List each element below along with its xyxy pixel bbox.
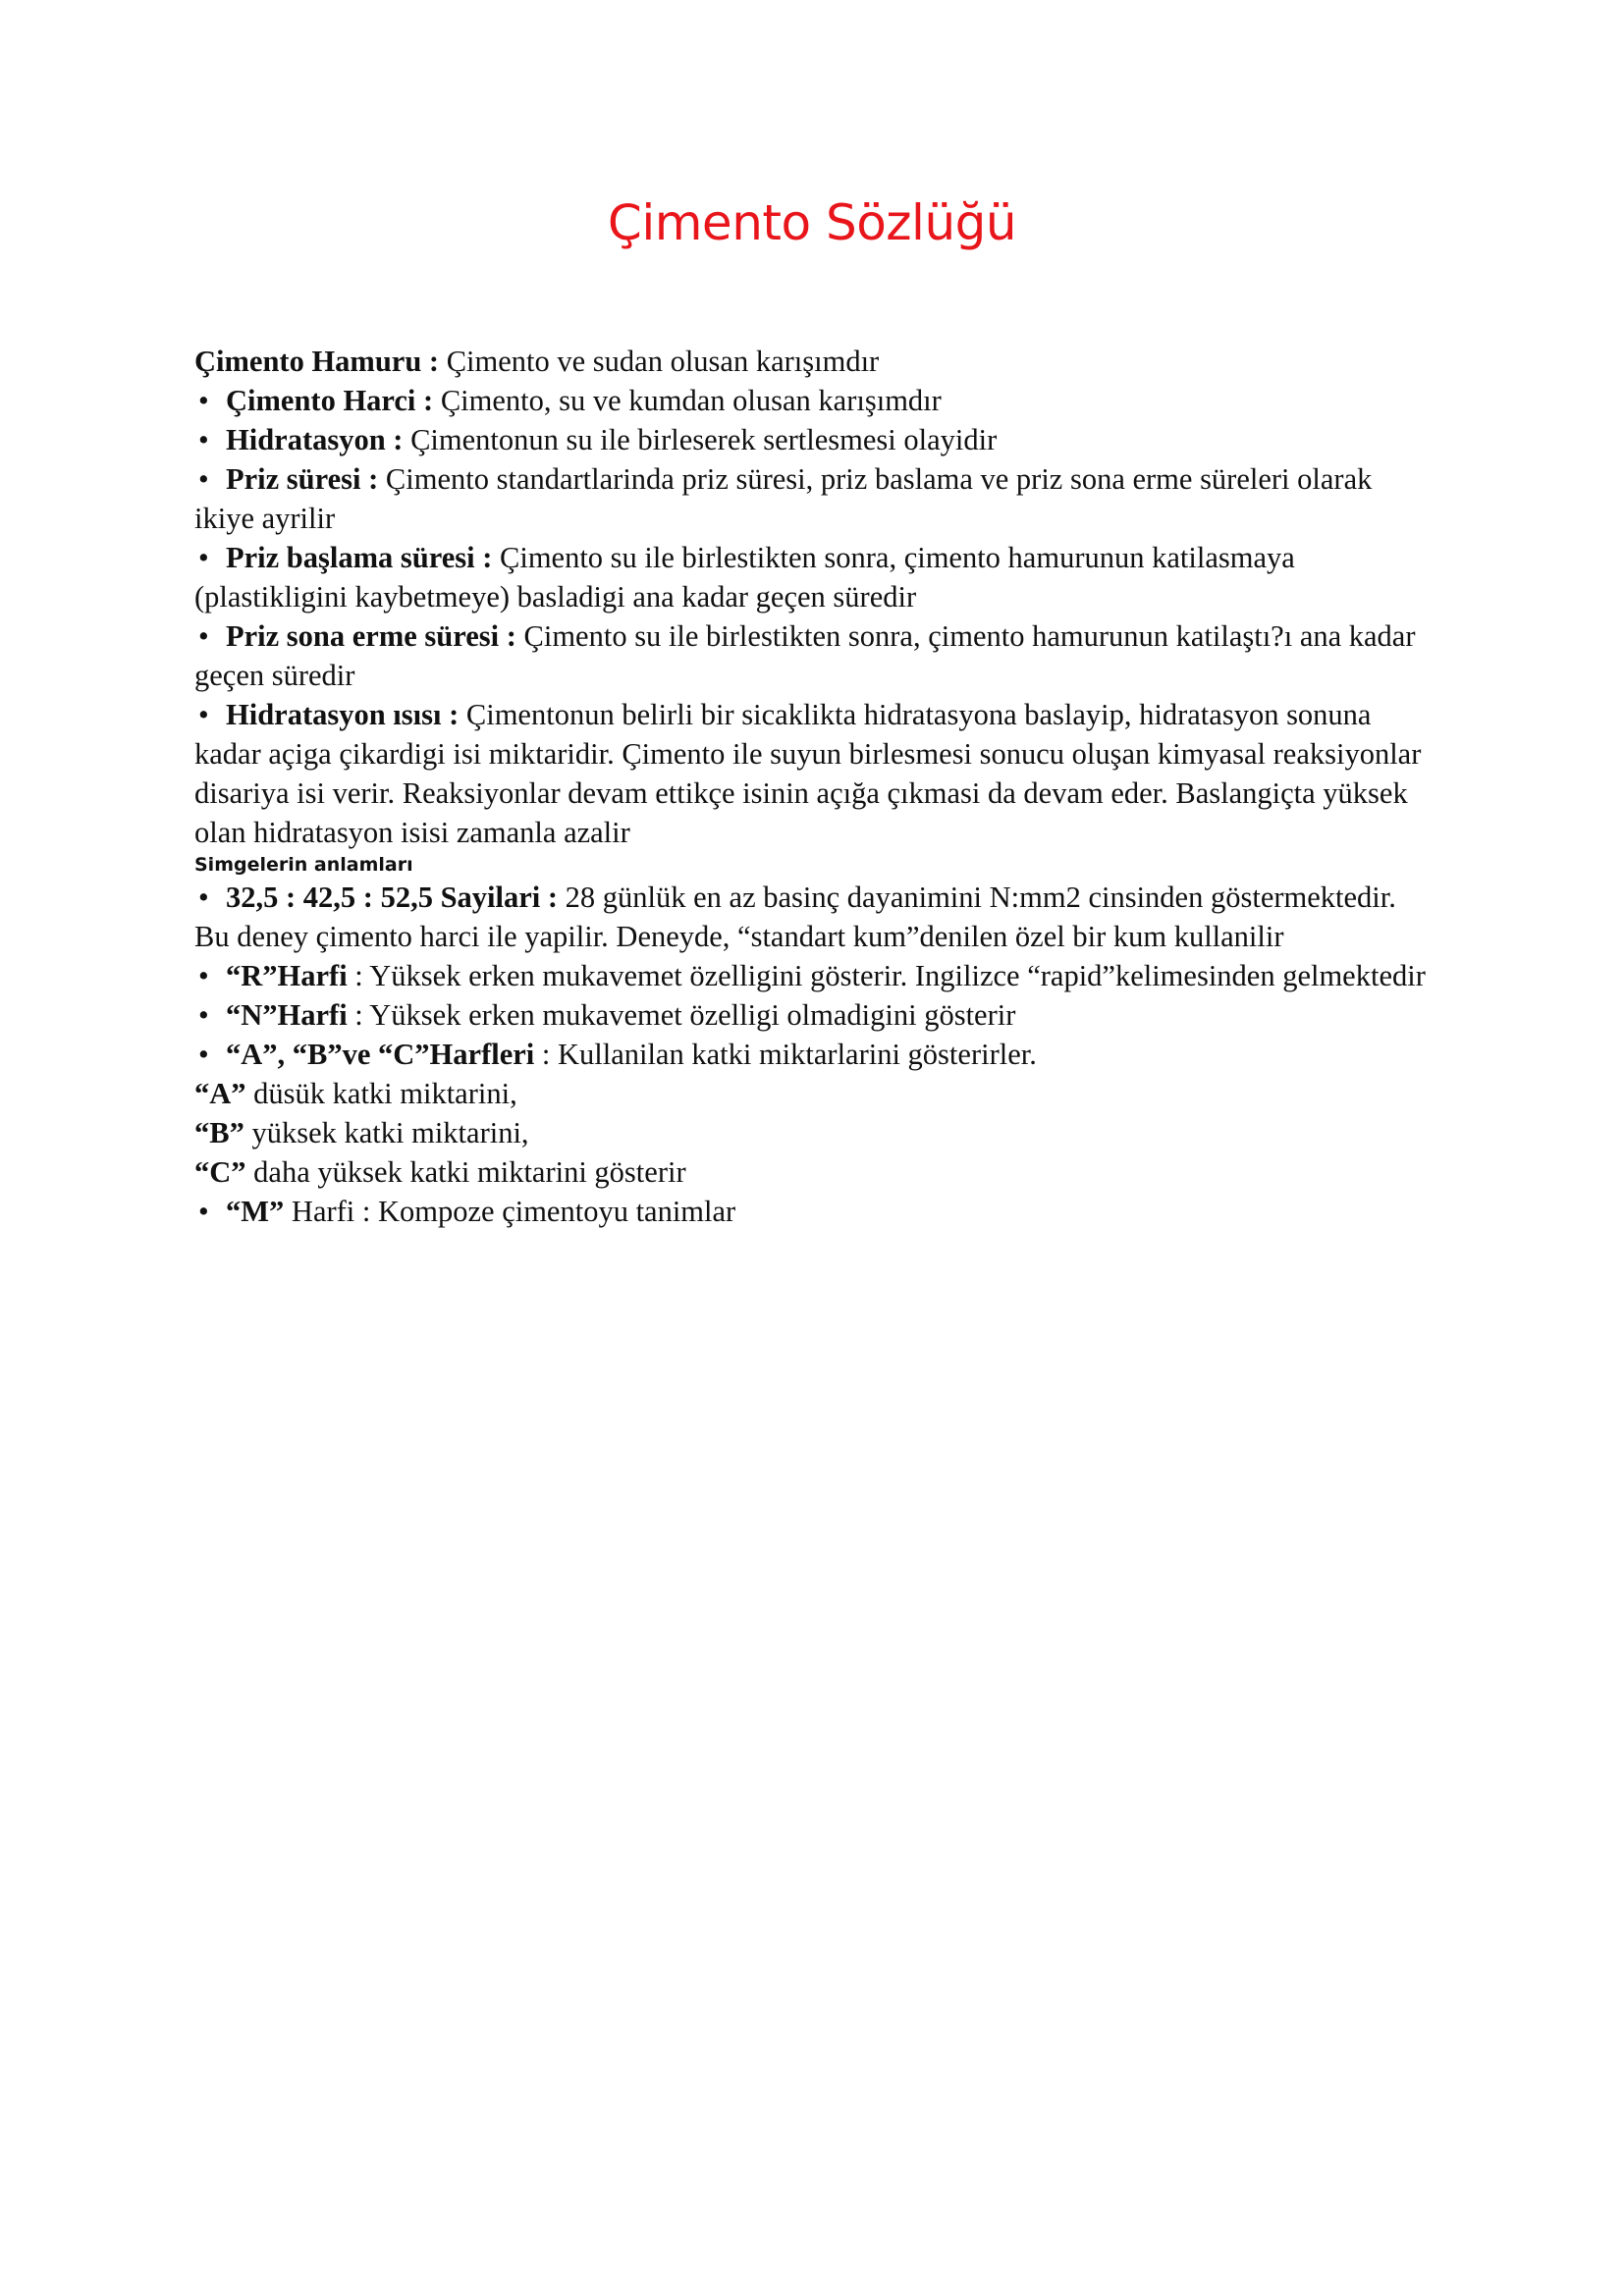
list-item (194, 995, 1434, 1035)
term: Hidratasyon ısısı : (226, 698, 460, 731)
bullet-icon: • (198, 384, 209, 417)
definition: : Yüksek erken mukavemet özelligini gösterir. Ingilizce “rapid”kelimesinden gelmektedir (347, 959, 1426, 992)
definition: düsük katki miktarini, (245, 1077, 517, 1110)
definition: daha yüksek katki miktarini gösterir (245, 1155, 686, 1189)
last-item-list (194, 1192, 1434, 1231)
document-title: Çimento Sözlüğü (607, 194, 1017, 251)
list-item (194, 420, 1434, 459)
plain-line (194, 1074, 1434, 1113)
list-item (194, 956, 1434, 995)
term: “M” (226, 1195, 285, 1228)
term: Hidratasyon : (226, 423, 404, 456)
definition: Çimento su ile birlestikten sonra, çimento hamurunun katilaştı?ı ana kadar geçen süredir (194, 619, 1416, 692)
term: “N”Harfi (226, 998, 348, 1032)
bullet-icon: • (198, 959, 209, 992)
list-item (194, 1035, 1434, 1074)
definition: Çimento su ile birlestikten sonra, çimento hamurunun katilasmaya (plastikligini kaybetmeye) basladigi ana kadar geçen süredir (194, 541, 1295, 614)
bullet-icon: • (198, 423, 209, 456)
document-body (194, 342, 1434, 1231)
definition: : Kullanilan katki miktarlarini gösterirler. (534, 1038, 1037, 1071)
definition: yüksek katki miktarini, (244, 1116, 529, 1149)
list-item (194, 616, 1434, 695)
term: Çimento Harci : (226, 384, 434, 417)
term: “B” (194, 1116, 244, 1149)
definition: Harfi : Kompoze çimentoyu tanimlar (284, 1195, 736, 1228)
list-item (194, 459, 1434, 538)
intro-paragraph (194, 342, 1434, 381)
definition: Çimento, su ve kumdan olusan karışımdır (433, 384, 942, 417)
bullet-icon: • (198, 541, 209, 574)
definition: Çimentonun belirli bir sicaklikta hidratasyona baslayip, hidratasyon sonuna kadar açiga çikardigi isi miktaridir. Çimento ile suyun birlesmesi sonucu oluşan kimyasal reaksiyonlar disariya isi verir. Reaksiyonlar devam ettikçe isinin açığa çıkmasi da devam eder. Baslangiçta yüksek olan hidratasyon isisi zamanla azalir (194, 698, 1422, 849)
bullet-icon: • (198, 998, 209, 1032)
letter-list (194, 1074, 1434, 1192)
bullet-icon: • (198, 1195, 209, 1228)
list-item (194, 878, 1434, 956)
term: “R”Harfi (226, 959, 348, 992)
term: Priz süresi : (226, 462, 379, 496)
definition-list (194, 381, 1434, 852)
bullet-icon: • (198, 698, 209, 731)
term: Priz başlama süresi : (226, 541, 493, 574)
term: “A”, “B”ve “C”Harfleri (226, 1038, 535, 1071)
definition: Çimentonun su ile birleserek sertlesmesi olayidir (403, 423, 998, 456)
term: “A” (194, 1077, 246, 1110)
term: Priz sona erme süresi : (226, 619, 516, 653)
definition: : Yüksek erken mukavemet özelligi olmadigini gösterir (347, 998, 1016, 1032)
list-item (194, 1192, 1434, 1231)
bullet-icon: • (198, 619, 209, 653)
list-item (194, 538, 1434, 616)
section-heading: Simgelerin anlamları (194, 854, 413, 876)
symbol-list (194, 878, 1434, 1074)
term: Çimento Hamuru : (194, 345, 440, 378)
bullet-icon: • (198, 462, 209, 496)
term: “C” (194, 1155, 246, 1189)
bullet-icon: • (198, 1038, 209, 1071)
list-item (194, 695, 1434, 852)
term: 32,5 : 42,5 : 52,5 Sayilari : (226, 881, 559, 914)
bullet-icon: • (198, 881, 209, 914)
definition: 28 günlük en az basinç dayanimini N:mm2 cinsinden göstermektedir. Bu deney çimento harci ile yapilir. Deneyde, “standart kum”denilen özel bir kum kullanilir (194, 881, 1396, 953)
definition: Çimento ve sudan olusan karışımdır (439, 345, 880, 378)
definition: Çimento standartlarinda priz süresi, priz baslama ve priz sona erme süreleri olarak ikiye ayrilir (194, 462, 1373, 535)
list-item (194, 381, 1434, 420)
plain-line (194, 1113, 1434, 1152)
plain-line (194, 1152, 1434, 1192)
